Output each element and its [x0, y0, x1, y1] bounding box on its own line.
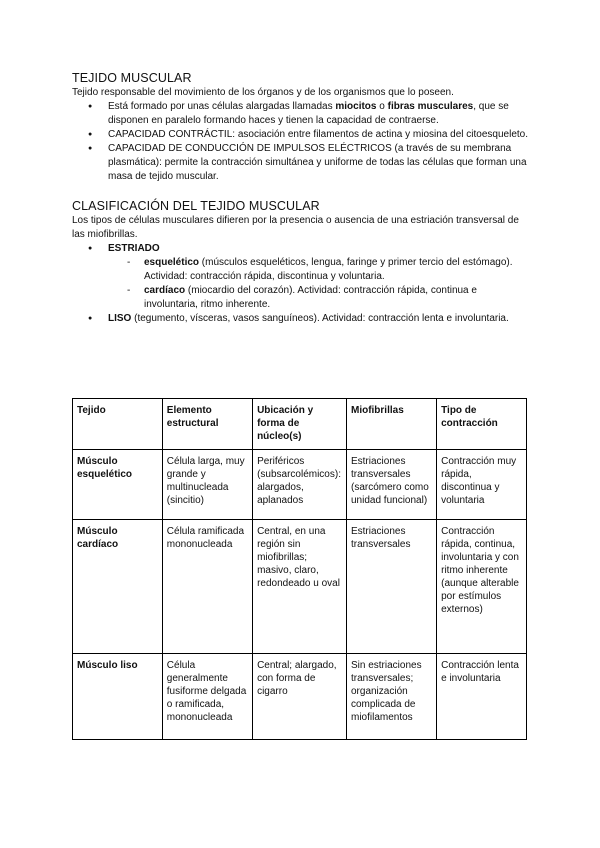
table-cell: Músculo liso — [73, 654, 163, 740]
table-cell: Músculo cardíaco — [73, 520, 163, 654]
intro-paragraph: Tejido responsable del movimiento de los órganos y de los organismos que lo poseen. — [72, 87, 454, 98]
column-header: Ubicación y forma de núcleo(s) — [253, 399, 347, 450]
table-cell: Contracción rápida, continua, involuntaria y con ritmo inherente (aunque alterable por estímulos externos) — [437, 520, 527, 654]
table-cell: Contracción lenta e involuntaria — [437, 654, 527, 740]
column-header: Tejido — [73, 399, 163, 450]
list-item: ● Está formado por unas células alargadas llamadas miocitos o fibras musculares, que se disponen en paralelo formando haces y tienen la capacidad de contraerse. — [72, 100, 532, 128]
table-cell: Célula larga, muy grande y multinucleada (sincitio) — [162, 450, 252, 520]
section-title-clasificacion: CLASIFICACIÓN DEL TEJIDO MUSCULAR — [72, 199, 320, 213]
section-title-tejido: TEJIDO MUSCULAR — [72, 71, 192, 85]
table-cell: Músculo esquelético — [73, 450, 163, 520]
table-row — [73, 654, 527, 740]
classification-list — [72, 242, 532, 326]
list-item: ● CAPACIDAD CONTRÁCTIL: asociación entre filamentos de actina y miosina del citoesqueleto. — [72, 128, 532, 142]
table-cell: Periféricos (subsarcolémicos): alargados, aplanados — [253, 450, 347, 520]
table-cell: Central, en una región sin miofibrillas; masivo, claro, redondeado u oval — [253, 520, 347, 654]
table-cell: Central; alargado, con forma de cigarro — [253, 654, 347, 740]
table-cell: Estriaciones transversales — [346, 520, 436, 654]
table-cell: Contracción muy rápida, discontinua y voluntaria — [437, 450, 527, 520]
list-item-liso: ● LISO (tegumento, vísceras, vasos sanguíneos). Actividad: contracción lenta e involuntaria. — [72, 312, 532, 326]
column-header: Miofibrillas — [346, 399, 436, 450]
table-header-row — [73, 399, 527, 450]
table-cell: Estriaciones transversales (sarcómero como unidad funcional) — [346, 450, 436, 520]
properties-list — [72, 100, 532, 184]
table-cell: Célula ramificada mononucleada — [162, 520, 252, 654]
table-cell: Sin estriaciones transversales; organización complicada de miofilamentos — [346, 654, 436, 740]
column-header: Tipo de contracción — [437, 399, 527, 450]
list-item-estriado: ● ESTRIADO — [72, 242, 532, 256]
table-cell: Célula generalmente fusiforme delgada o ramificada, mononucleada — [162, 654, 252, 740]
list-item: ● CAPACIDAD DE CONDUCCIÓN DE IMPULSOS ELÉCTRICOS (a través de su membrana plasmática): permite la contracción simultánea y uniforme de todas las células que forman una masa de tejido muscular. — [72, 142, 532, 184]
classification-intro: Los tipos de células musculares difieren por la presencia o ausencia de una estriación transversal de las miofibrillas. — [72, 215, 519, 240]
document-body — [72, 70, 532, 326]
column-header: Elemento estructural — [162, 399, 252, 450]
table-row — [73, 450, 527, 520]
muscle-comparison-table — [72, 398, 527, 740]
sublist-item: - esquelético (músculos esqueléticos, lengua, faringe y primer tercio del estómago). Actividad: contracción rápida, discontinua y voluntaria. — [72, 256, 532, 284]
sublist-item: - cardíaco (miocardio del corazón). Actividad: contracción rápida, continua e involuntaria, ritmo inherente. — [72, 284, 532, 312]
table-row — [73, 520, 527, 654]
